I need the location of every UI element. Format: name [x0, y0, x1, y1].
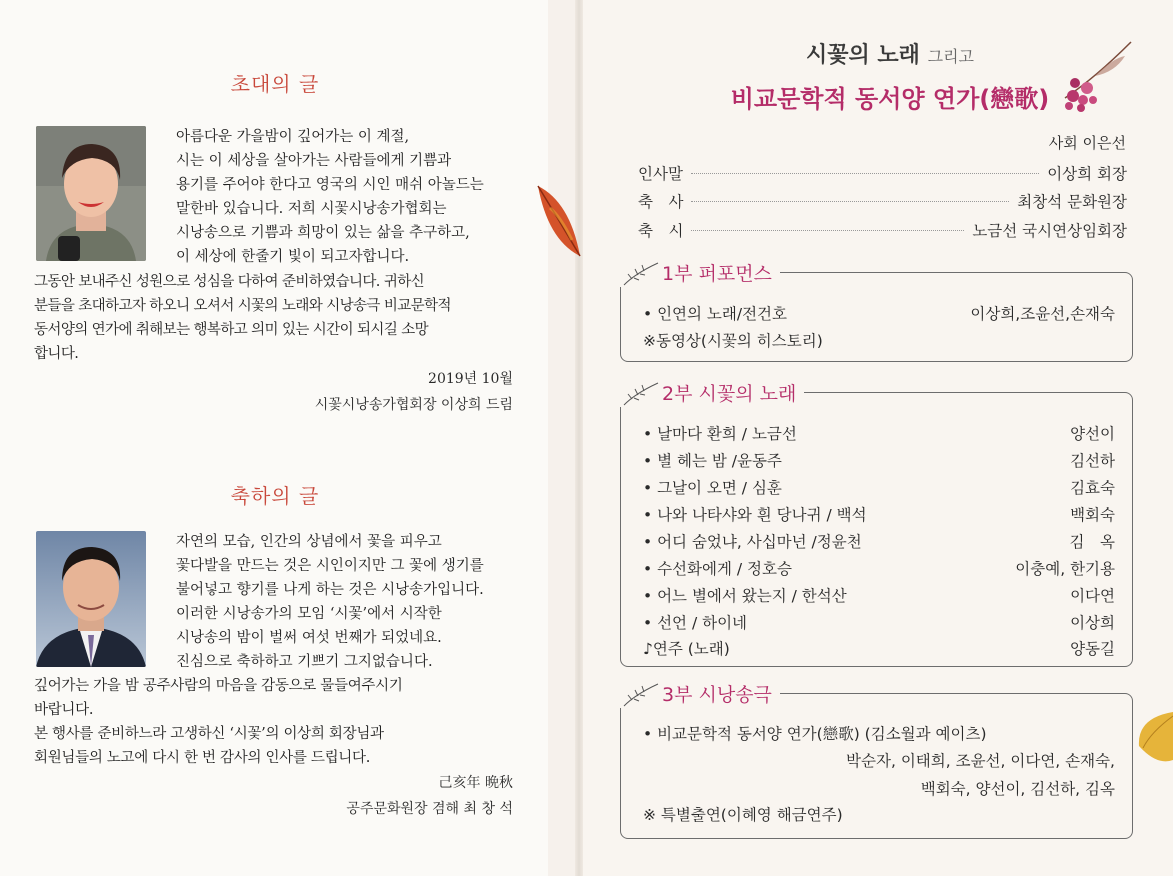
part2-item [643, 530, 1115, 552]
piece-title: • 수선화에게 / 정호승 [643, 560, 792, 578]
performer: 양선이 [1070, 425, 1115, 443]
invite-signature [200, 366, 513, 418]
performer: 양동길 [1070, 640, 1115, 658]
text-line: 용기를 주어야 한다고 영국의 시인 매쉬 아놀드는 [176, 177, 484, 193]
text-line: 바랍니다. [34, 702, 94, 718]
opening-row [638, 162, 1127, 184]
berry-branch-icon [1055, 38, 1135, 113]
piece-title: • 어느 별에서 왔는지 / 한석산 [643, 587, 847, 605]
text-line: 진심으로 축하하고 기쁘기 그지없습니다. [176, 654, 433, 670]
performer: 이다연 [1070, 587, 1115, 605]
title-subtitle: 비교문학적 동서양 연가(戀歌) [730, 85, 1050, 113]
opening-value: 노금선 국시연상임회장 [972, 222, 1127, 240]
part2-title: 2부 시꽃의 노래 [662, 382, 797, 405]
part2-item [643, 584, 1115, 606]
part3-special [643, 803, 1115, 825]
congrats-signer: 공주문화원장 겸해 최 창 석 [346, 801, 513, 817]
opening-row [638, 190, 1127, 212]
text-line: 시낭송으로 기쁨과 희망이 있는 삶을 추구하고, [176, 225, 470, 241]
text-line: 분들을 초대하고자 하오니 오셔서 시꽃의 노래와 시낭송극 비교문학적 [34, 298, 451, 314]
part2-item [643, 422, 1115, 444]
part3-heading [620, 678, 780, 708]
text-line: 자연의 모습, 인간의 상념에서 꽃을 피우고 [176, 534, 442, 550]
title-connector: 그리고 [927, 47, 974, 66]
part2-item [643, 503, 1115, 525]
congrats-photo [36, 531, 146, 667]
performer: 이상희,조윤선,손재숙 [970, 305, 1115, 323]
yellow-leaf-icon [1133, 708, 1173, 768]
text-line: 아름다운 가을밤이 깊어가는 이 계절, [176, 129, 410, 145]
leader-dots [691, 173, 1039, 174]
part2-item [643, 476, 1115, 498]
congrats-date: 己亥年 晩秋 [438, 775, 513, 791]
text-line: 회원님들의 노고에 다시 한 번 감사의 인사를 드립니다. [34, 750, 371, 766]
piece-title: • 비교문학적 동서양 연가(戀歌) (김소월과 예이츠) [643, 725, 987, 743]
text-line: 불어넣고 향기를 나게 하는 것은 시낭송가입니다. [176, 582, 484, 598]
part2-heading [620, 377, 804, 407]
piece-title: • 인연의 노래/전건호 [643, 305, 788, 323]
invite-text-beside-photo [176, 125, 516, 269]
congrats-signature [200, 770, 513, 822]
part1-item [643, 329, 1115, 351]
special-guest: ※ 특별출연(이혜영 해금연주) [643, 806, 843, 824]
part1-heading [620, 257, 780, 287]
performer: 김효숙 [1070, 479, 1115, 497]
text-line: 이러한 시낭송가의 모임 ‘시꽃’에서 시작한 [176, 606, 442, 622]
text-line: 말한바 있습니다. 저희 시꽃시낭송가협회는 [176, 201, 447, 217]
opening-label: 인사말 [638, 165, 683, 183]
part3-title: 3부 시낭송극 [662, 683, 772, 706]
text-line: 시낭송의 밤이 벌써 여섯 번째가 되었네요. [176, 630, 442, 646]
text-line: 합니다. [34, 346, 79, 362]
leader-dots [691, 230, 964, 231]
title-main: 시꽃의 노래 [806, 43, 920, 68]
performer: 김선하 [1070, 452, 1115, 470]
leader-dots [691, 201, 1009, 202]
congrats-text-full [34, 674, 516, 770]
piece-title: • 날마다 환희 / 노금선 [643, 425, 797, 443]
host-name: 사회 이은선 [1048, 134, 1126, 152]
program-title [700, 38, 1080, 114]
piece-title: • 어디 숨었냐, 사십마넌 /정윤천 [643, 533, 862, 551]
congrats-title: 축하의 글 [230, 484, 320, 508]
part2-item [643, 611, 1115, 633]
piece-title: • 별 헤는 밤 /윤동주 [643, 452, 782, 470]
text-line: 동서양의 연가에 취해보는 행복하고 의미 있는 시간이 되시길 소망 [34, 322, 429, 338]
invite-photo [36, 126, 146, 261]
piece-title: • 선언 / 하이네 [643, 614, 748, 632]
opening-label: 축 시 [638, 222, 684, 240]
twig-icon [620, 257, 660, 287]
invite-date: 2019년 10월 [428, 371, 513, 387]
opening-value: 최창석 문화원장 [1017, 193, 1127, 211]
part1-title: 1부 퍼포먼스 [662, 262, 772, 285]
text-line: 시는 이 세상을 살아가는 사람들에게 기쁨과 [176, 153, 452, 169]
text-line: 이 세상에 한줄기 빛이 되고자합니다. [176, 249, 410, 265]
part1-item [643, 302, 1115, 324]
text-line: 본 행사를 준비하느라 고생하신 ‘시꽃’의 이상희 회장님과 [34, 726, 384, 742]
part3-cast [643, 749, 1115, 771]
piece-title: ※동영상(시꽃의 히스토리) [643, 332, 823, 350]
performer: 이충예, 한기용 [1015, 560, 1115, 578]
performer: 백회숙 [1070, 506, 1115, 524]
piece-title: • 나와 나타샤와 흰 당나귀 / 백석 [643, 506, 867, 524]
text-line: 꽃다발을 만드는 것은 시인이지만 그 꽃에 생기를 [176, 558, 484, 574]
opening-label: 축 사 [638, 193, 684, 211]
cast-line: 박순자, 이태희, 조윤선, 이다연, 손재숙, [846, 752, 1115, 770]
part2-item [643, 557, 1115, 579]
cast-line: 백회숙, 양선이, 김선하, 김옥 [920, 780, 1115, 798]
text-line: 깊어가는 가을 밤 공주사람의 마음을 감동으로 물들여주시기 [34, 678, 403, 694]
opening-row [638, 219, 1127, 241]
page-fold [575, 0, 583, 876]
congrats-text-beside-photo [176, 530, 516, 674]
part3-item [643, 722, 1115, 744]
invite-text-full [34, 270, 516, 366]
invite-signer: 시꽃시낭송가협회장 이상희 드림 [314, 397, 513, 413]
part2-item [643, 637, 1115, 659]
invite-title: 초대의 글 [230, 72, 320, 96]
text-line: 그동안 보내주신 성원으로 성심을 다하여 준비하였습니다. 귀하신 [34, 274, 425, 290]
twig-icon [620, 377, 660, 407]
piece-title: ♪연주 (노래) [643, 640, 730, 658]
performer: 이상희 [1070, 614, 1115, 632]
piece-title: • 그날이 오면 / 심훈 [643, 479, 782, 497]
twig-icon [620, 678, 660, 708]
autumn-leaf-icon [530, 182, 585, 262]
part3-cast [643, 777, 1115, 799]
opening-value: 이상희 회장 [1047, 165, 1127, 183]
performer: 김 옥 [1069, 533, 1115, 551]
part2-item [643, 449, 1115, 471]
